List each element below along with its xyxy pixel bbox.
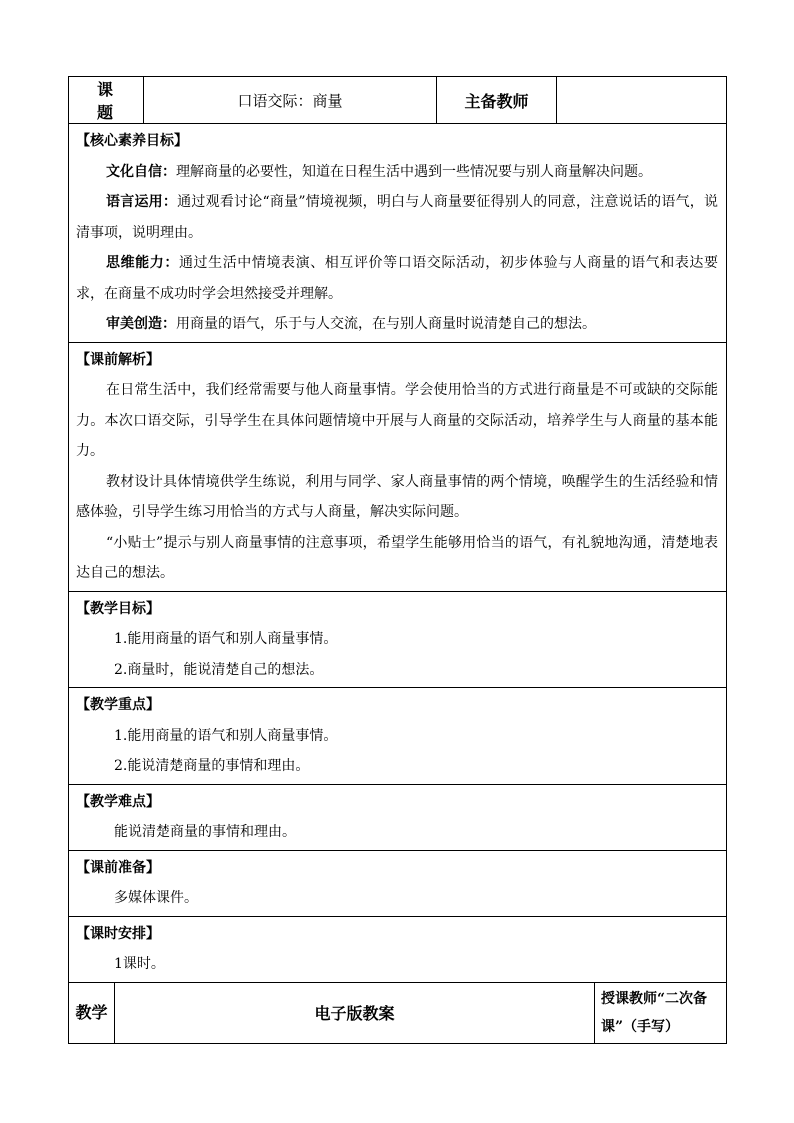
goal-label: 文化自信： bbox=[106, 163, 176, 180]
header-row bbox=[69, 77, 727, 124]
schedule-row bbox=[69, 916, 727, 982]
goal-item bbox=[76, 248, 718, 309]
goals-section bbox=[69, 124, 727, 343]
goal-item bbox=[76, 187, 718, 248]
analysis-paragraph: “小贴士”提示与别人商量事情的注意事项，希望学生能够用恰当的语气，有礼貌地沟通，清楚地表达自己的想法。 bbox=[76, 534, 718, 581]
analysis-row bbox=[69, 342, 727, 591]
footer-table bbox=[68, 982, 727, 1044]
key-point-item: 1.能用商量的语气和别人商量事情。 bbox=[114, 727, 338, 744]
footer-second-prep: 授课教师“二次备课”（手写） bbox=[595, 982, 727, 1043]
analysis-section bbox=[69, 342, 727, 591]
footer-electronic-plan: 电子版教案 bbox=[115, 982, 595, 1043]
goals-title: 【核心素养目标】 bbox=[76, 133, 188, 149]
objective-item: 1.能用商量的语气和别人商量事情。 bbox=[114, 631, 338, 647]
goal-text: 用商量的语气，乐于与人交流，在与别人商量时说清楚自己的想法。 bbox=[176, 316, 596, 332]
footer-row bbox=[69, 982, 727, 1043]
objectives-section bbox=[69, 591, 727, 688]
objectives-row bbox=[69, 591, 727, 688]
analysis-title: 【课前解析】 bbox=[76, 351, 160, 368]
schedule-section bbox=[69, 916, 727, 982]
schedule-title: 【课时安排】 bbox=[76, 925, 160, 942]
objective-item: 2.商量时，能说清楚自己的想法。 bbox=[114, 661, 324, 678]
teacher-label: 主备教师 bbox=[437, 77, 557, 124]
goal-item bbox=[76, 309, 718, 340]
preparation-section bbox=[69, 850, 727, 916]
difficulties-title: 【教学难点】 bbox=[76, 793, 160, 810]
goals-row bbox=[69, 124, 727, 343]
goal-text: 通过生活中情境表演、相互评价等口语交际活动，初步体验与人商量的语气和表达要求，在商量不成功时学会坦然接受并理解。 bbox=[76, 255, 719, 302]
topic-value: 口语交际：商量 bbox=[144, 77, 437, 124]
key-points-row bbox=[69, 688, 727, 785]
goal-text: 理解商量的必要性，知道在日程生活中遇到一些情况要与别人商量解决问题。 bbox=[176, 163, 652, 180]
goal-label: 语言运用： bbox=[106, 194, 178, 210]
difficulties-row bbox=[69, 784, 727, 850]
lesson-plan-page bbox=[68, 76, 726, 1044]
difficulties-text: 能说清楚商量的事情和理由。 bbox=[114, 824, 296, 840]
goal-label: 思维能力： bbox=[106, 255, 179, 271]
preparation-title: 【课前准备】 bbox=[76, 859, 160, 876]
preparation-row bbox=[69, 850, 727, 916]
lesson-plan-table bbox=[68, 76, 727, 983]
teacher-value bbox=[557, 77, 727, 124]
objectives-title: 【教学目标】 bbox=[76, 600, 160, 617]
key-point-item: 2.能说清楚商量的事情和理由。 bbox=[114, 758, 310, 774]
key-points-section bbox=[69, 688, 727, 785]
preparation-text: 多媒体课件。 bbox=[114, 890, 198, 906]
analysis-paragraph: 教材设计具体情境供学生练说，利用与同学、家人商量事情的两个情境，唤醒学生的生活经验和情感体验，引导学生练习用恰当的方式与人商量，解决实际问题。 bbox=[76, 473, 718, 520]
difficulties-section bbox=[69, 784, 727, 850]
key-points-title: 【教学重点】 bbox=[76, 697, 160, 713]
analysis-paragraph: 在日常生活中，我们经常需要与他人商量事情。学会使用恰当的方式进行商量是不可或缺的交际能力。本次口语交际，引导学生在具体问题情境中开展与人商量的交际活动，培养学生与人商量的基本能力。 bbox=[76, 382, 718, 459]
topic-label: 课题 bbox=[69, 77, 144, 124]
goal-text: 通过观看讨论“商量”情境视频，明白与人商量要征得别人的同意，注意说话的语气，说清事项，说明理由。 bbox=[76, 194, 719, 241]
goal-label: 审美创造： bbox=[106, 316, 176, 332]
goal-item bbox=[76, 157, 718, 188]
footer-teaching-label: 教学 bbox=[69, 982, 115, 1043]
schedule-text: 1课时。 bbox=[114, 956, 165, 972]
